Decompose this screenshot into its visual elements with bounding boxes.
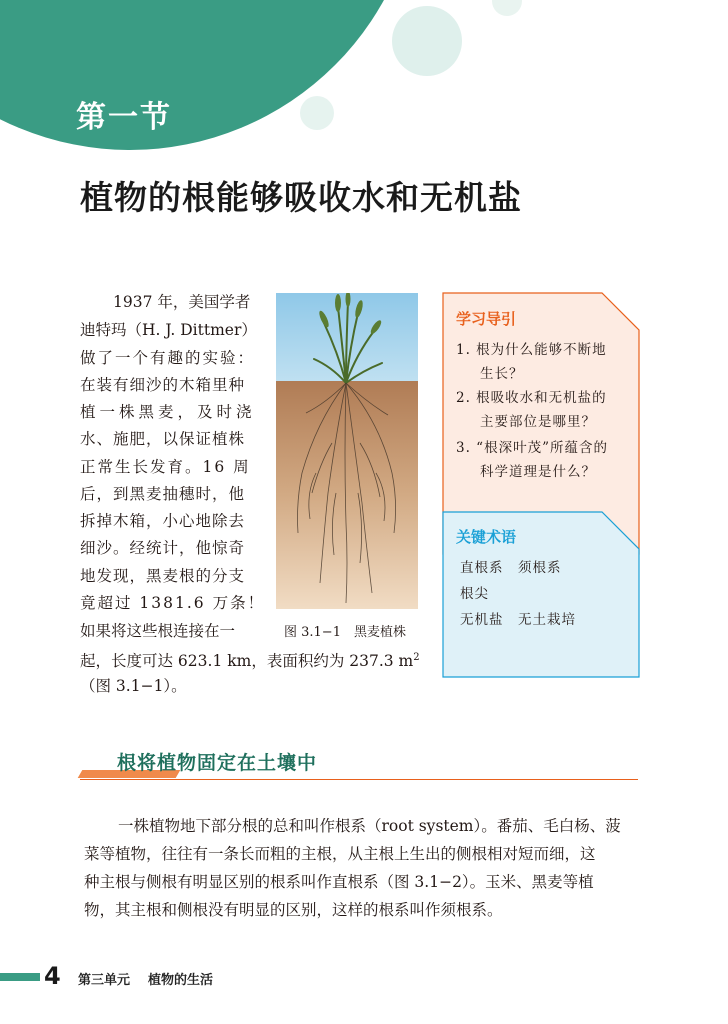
study-guide-title: 学习导引 (456, 310, 517, 328)
guide-line: 2. 根吸收水和无机盐的 (456, 390, 607, 406)
intro-line: 迪特玛（H. J. Dittmer） (80, 321, 257, 339)
term-line: 无机盐 无土栽培 (460, 612, 576, 628)
guide-line: 科学道理是什么？ (480, 464, 596, 480)
page-number: 4 (44, 962, 61, 990)
term-line: 根尖 (460, 586, 489, 602)
intro-line: 后，到黑麦抽穗时，他 (80, 485, 246, 503)
intro-line: 在装有细沙的木箱里种 (80, 376, 246, 394)
header-pale-circle-top (492, 0, 522, 16)
intro-line: 竟超过 1381.6 万条！ (80, 594, 266, 612)
footer-bar (0, 973, 40, 981)
body-line: 种主根与侧根有明显区别的根系叫作直根系（图 3.1−2）。玉米、黑麦等植 (84, 873, 594, 891)
intro-line: 水、施肥，以保证植株 (80, 430, 246, 448)
guide-line: 1. 根为什么能够不断地 (456, 342, 607, 358)
intro-line: 细沙。经统计，他惊奇 (80, 539, 246, 557)
rye-plant-illustration (276, 293, 418, 609)
intro-line (80, 648, 420, 671)
key-terms-title: 关键术语 (456, 528, 517, 546)
header-teal-circle (0, 0, 420, 150)
page-title: 植物的根能够吸收水和无机盐 (80, 178, 522, 217)
term-line: 直根系 须根系 (460, 560, 562, 576)
footer-unit-title: 植物的生活 (148, 973, 214, 988)
header-pale-circle-large (392, 6, 462, 76)
header-pale-circle-small (300, 96, 334, 130)
intro-line: 拆掉木箱，小心地除去 (80, 512, 246, 530)
intro-line: （图 3.1−1）。 (80, 677, 187, 695)
superscript: 2 (413, 652, 420, 663)
intro-line: 正常生长发育。16 周 (80, 458, 251, 476)
section-subheading: 根将植物固定在土壤中 (117, 752, 318, 774)
study-guide-box (442, 292, 640, 678)
body-line: 一株植物地下部分根的总和叫作根系（root system）。番茄、毛白杨、菠 (118, 817, 621, 835)
guide-line: 主要部位是哪里？ (480, 414, 596, 430)
intro-line: 1937 年，美国学者 (113, 293, 251, 311)
body-line: 菜等植物，往往有一条长而粗的主根，从主根上生出的侧根相对短而细，这 (84, 845, 596, 863)
figure-caption: 图 3.1−1 黑麦植株 (284, 625, 406, 640)
rye-plant-figure (276, 293, 418, 609)
body-line: 物，其主根和侧根没有明显的区别，这样的根系叫作须根系。 (84, 901, 503, 919)
intro-line: 地发现，黑麦根的分支 (80, 567, 246, 585)
section-label: 第一节 (76, 100, 172, 135)
subheading-rule (80, 779, 638, 780)
guide-line: 3. “根深叶茂”所蕴含的 (456, 440, 608, 456)
intro-line: 做了一个有趣的实验： (80, 349, 256, 367)
guide-line: 生长？ (480, 366, 524, 382)
intro-line: 如果将这些根连接在一 (80, 622, 236, 640)
intro-line: 植一株黑麦，及时浇 (80, 403, 256, 421)
intro-full-line: 起，长度可达 623.1 km，表面积约为 237.3 m (80, 652, 414, 671)
footer-unit: 第三单元 (78, 973, 131, 988)
